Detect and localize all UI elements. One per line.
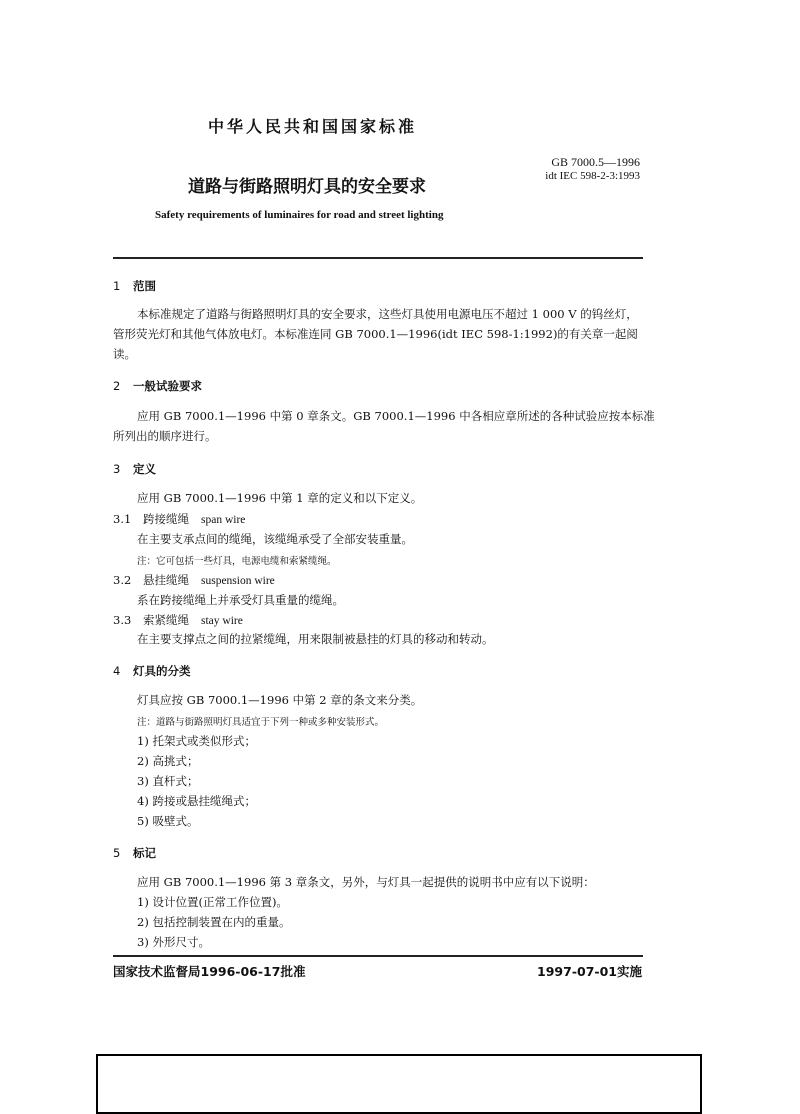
definition-text: 在主要支撑点之间的拉紧缆绳，用来限制被悬挂的灯具的移动和转动。 <box>137 632 494 646</box>
section-title: 标记 <box>133 846 156 860</box>
standard-code-idt: idt IEC 598-2-3:1993 <box>545 170 640 182</box>
term-en: suspension wire <box>201 575 275 587</box>
section-number: 2 <box>113 379 121 393</box>
list-item: 2) 包括控制装置在内的重量。 <box>137 915 291 929</box>
section-3-heading <box>113 461 156 477</box>
clause-number: 3.2 <box>113 573 132 587</box>
term-cn: 悬挂缆绳 <box>143 573 189 587</box>
document-title-en: Safety requirements of luminaires for road and street lighting <box>155 209 444 221</box>
standard-code <box>530 155 640 183</box>
term-en: span wire <box>201 514 246 526</box>
section-title: 范围 <box>133 279 156 293</box>
section-number: 3 <box>113 462 121 476</box>
standard-type-heading: 中华人民共和国国家标准 <box>208 117 418 136</box>
list-item: 2) 高挑式； <box>137 754 199 768</box>
paragraph-line: 应用 GB 7000.1—1996 中第 0 章条文。GB 7000.1—1996 中各相应章所述的各种试验应按本标准 <box>137 409 655 423</box>
paragraph-line: 所列出的顺序进行。 <box>113 429 217 443</box>
definition-text: 系在跨接缆绳上并承受灯具重量的缆绳。 <box>137 593 344 607</box>
section-title: 定义 <box>133 462 156 476</box>
term-en: stay wire <box>201 615 243 627</box>
standard-code-number: GB 7000.5—1996 <box>551 155 640 169</box>
list-item: 3) 直杆式； <box>137 774 199 788</box>
effective-date: 1997-07-01实施 <box>537 964 642 979</box>
paragraph-line: 管形荧光灯和其他气体放电灯。本标准连同 GB 7000.1—1996(idt IEC 598-1:1992)的有关章一起阅 <box>113 327 638 341</box>
header-divider <box>113 257 643 259</box>
section-5-heading <box>113 845 156 861</box>
definition-3-2 <box>113 572 275 588</box>
list-item: 1) 托架式或类似形式； <box>137 734 256 748</box>
section-4-heading <box>113 663 191 679</box>
definition-3-3 <box>113 612 243 628</box>
page-border-box <box>96 1054 702 1114</box>
section-number: 5 <box>113 846 121 860</box>
document-title-cn: 道路与街路照明灯具的安全要求 <box>188 177 426 197</box>
term-cn: 跨接缆绳 <box>143 512 189 526</box>
approval-date: 国家技术监督局1996-06-17批准 <box>113 964 306 979</box>
list-item: 4) 跨接或悬挂缆绳式； <box>137 794 256 808</box>
section-1-heading <box>113 278 156 294</box>
section-number: 1 <box>113 279 121 293</box>
list-item: 1) 设计位置(正常工作位置)。 <box>137 895 288 909</box>
list-item: 3) 外形尺寸。 <box>137 935 210 949</box>
paragraph-line: 本标准规定了道路与街路照明灯具的安全要求，这些灯具使用电源电压不超过 1 000 V 的钨丝灯， <box>137 307 638 321</box>
paragraph-line: 灯具应按 GB 7000.1—1996 中第 2 章的条文来分类。 <box>137 693 423 707</box>
footer-divider <box>113 955 643 957</box>
section-2-heading <box>113 378 202 394</box>
definition-3-1 <box>113 511 245 527</box>
paragraph-line: 应用 GB 7000.1—1996 中第 1 章的定义和以下定义。 <box>137 491 423 505</box>
note-text: 注：它可包括一些灯具，电源电缆和索紧缆绳。 <box>137 556 337 567</box>
clause-number: 3.1 <box>113 512 132 526</box>
note-text: 注：道路与街路照明灯具适宜于下列一种或多种安装形式。 <box>137 717 385 728</box>
section-title: 一般试验要求 <box>133 379 202 393</box>
definition-text: 在主要支承点间的缆绳，该缆绳承受了全部安装重量。 <box>137 532 413 546</box>
paragraph-line: 应用 GB 7000.1—1996 第 3 章条文，另外，与灯具一起提供的说明书中应有以下说明： <box>137 875 595 889</box>
list-item: 5) 吸壁式。 <box>137 814 199 828</box>
term-cn: 索紧缆绳 <box>143 613 189 627</box>
section-number: 4 <box>113 664 121 678</box>
clause-number: 3.3 <box>113 613 132 627</box>
paragraph-line: 读。 <box>113 347 136 361</box>
section-title: 灯具的分类 <box>133 664 191 678</box>
